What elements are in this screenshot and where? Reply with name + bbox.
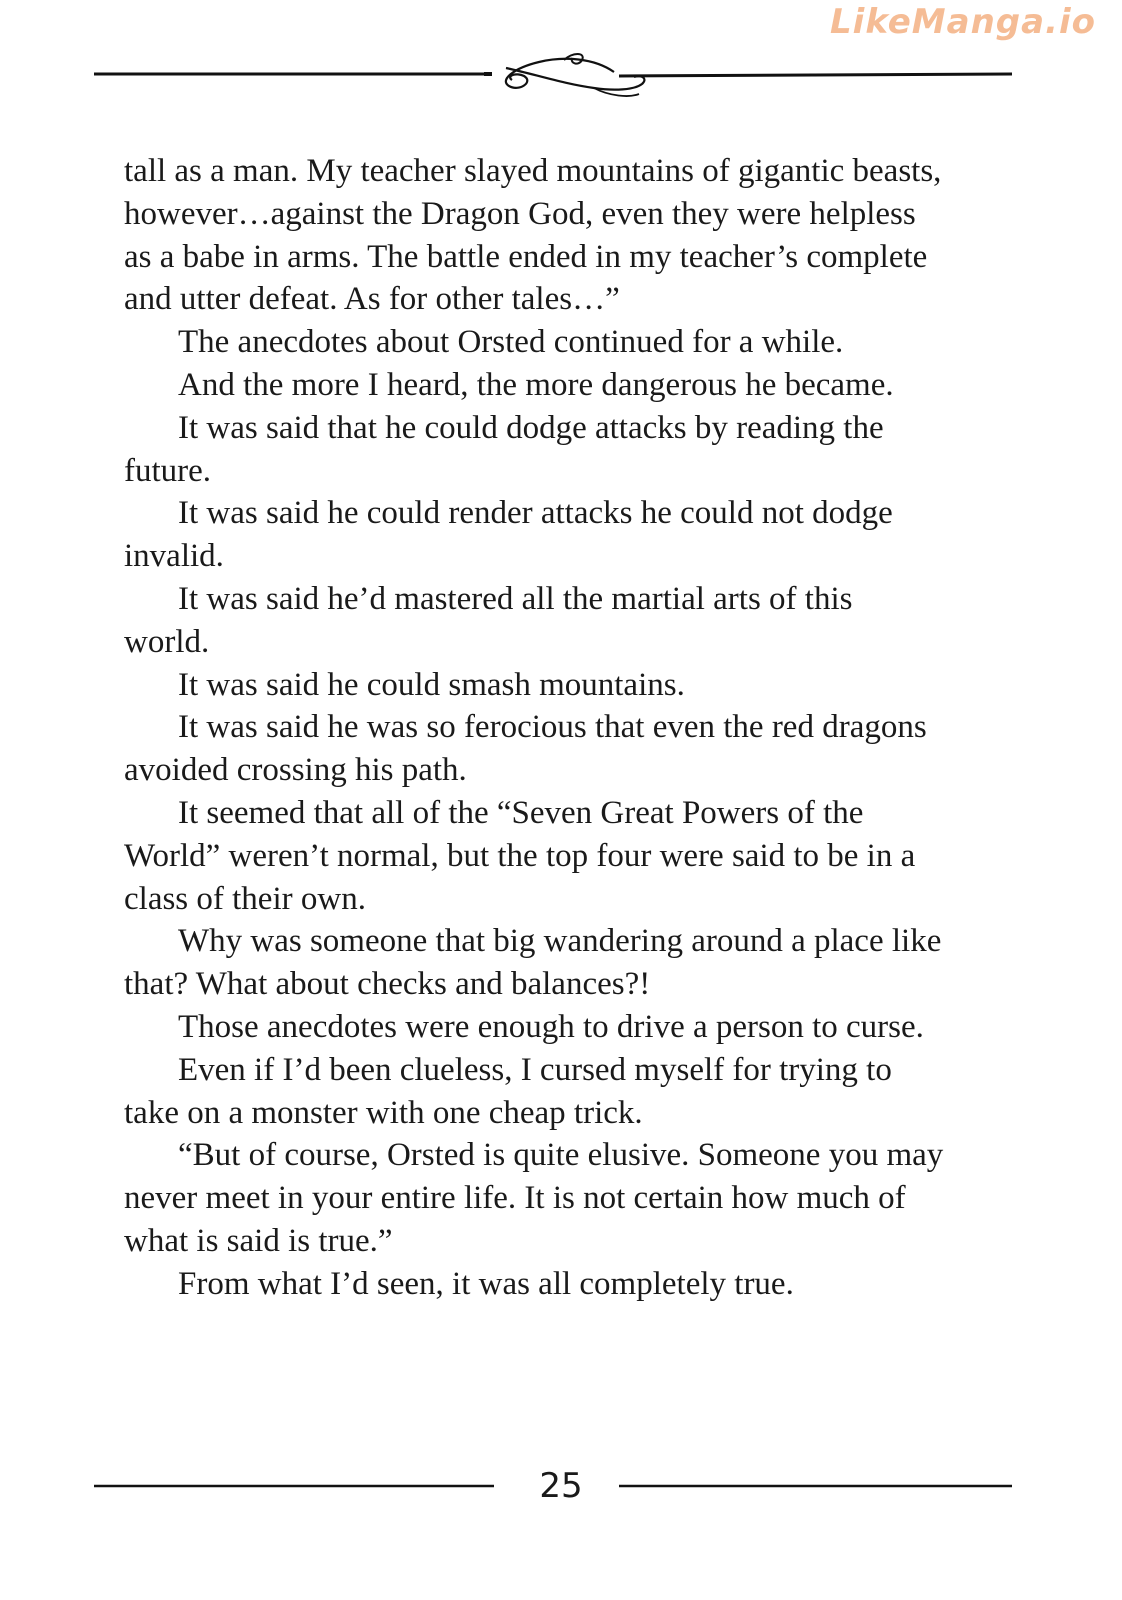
paragraph: From what I’d seen, it was all completely true. bbox=[178, 1265, 794, 1302]
paragraph: Those anecdotes were enough to drive a person to curse. bbox=[178, 1008, 924, 1045]
paragraph: The anecdotes about Orsted continued for a while. bbox=[178, 324, 844, 361]
paragraph: Even if I’d been clueless, I cursed myself for trying to take on a monster with one cheap trick. bbox=[124, 1051, 892, 1131]
paragraph: tall as a man. My teacher slayed mountains of gigantic beasts, however…against the Dragon God, even they were helpless as a babe in arms. The battle ended in my teacher’s complete and utter defeat. As for other tales…” bbox=[124, 153, 942, 318]
page-number: 25 bbox=[539, 1466, 583, 1506]
paragraph: It was said that he could dodge attacks by reading the future. bbox=[124, 409, 884, 489]
paragraph: “But of course, Orsted is quite elusive. Someone you may never meet in your entire life. It is not certain how much of what is said is true.” bbox=[124, 1137, 944, 1259]
paragraph: It was said he’d mastered all the martial arts of this world. bbox=[124, 580, 853, 660]
paragraph: And the more I heard, the more dangerous he became. bbox=[178, 366, 894, 403]
body-text bbox=[124, 150, 944, 1306]
watermark-logo: LikeManga.io bbox=[830, 2, 1096, 42]
paragraph: Why was someone that big wandering around a place like that? What about checks and balances?! bbox=[124, 923, 942, 1003]
paragraph: It seemed that all of the “Seven Great Powers of the World” weren’t normal, but the top four were said to be in a class of their own. bbox=[124, 794, 916, 917]
paragraph: It was said he could render attacks he could not dodge invalid. bbox=[124, 495, 893, 575]
flourish-ornament-icon bbox=[94, 44, 1012, 104]
paragraph: It was said he could smash mountains. bbox=[178, 666, 685, 703]
paragraph: It was said he was so ferocious that even the red dragons avoided crossing his path. bbox=[124, 709, 927, 789]
